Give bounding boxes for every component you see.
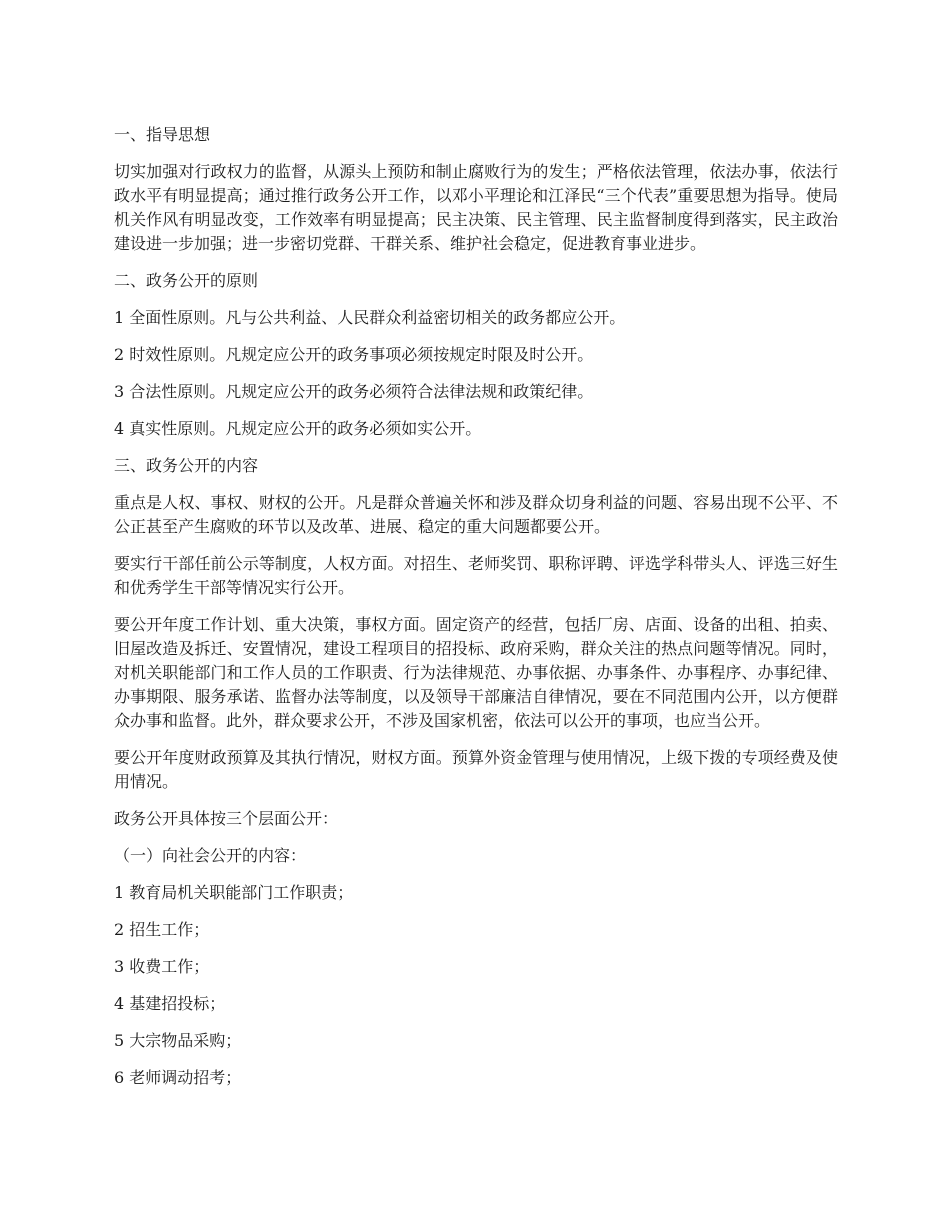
list-item-public-1: 1 教育局机关职能部门工作职责； [114,883,354,902]
list-item-principle-3: 3 合法性原则。凡规定应公开的政务必须符合法律法规和政策纪律。 [114,382,594,401]
list-item-public-5: 5 大宗物品采购； [114,1031,242,1050]
section-heading-content: 三、政务公开的内容 [114,456,259,475]
section-heading-guiding-ideology: 一、指导思想 [114,125,211,144]
list-item-principle-4: 4 真实性原则。凡规定应公开的政务必须如实公开。 [114,419,482,438]
paragraph-content-focus: 重点是人权、事权、财权的公开。凡是群众普遍关怀和涉及群众切身利益的问题、容易出现不公平、不公正甚至产生腐败的环节以及改革、进展、稳定的重大问题都要公开。 [114,493,838,536]
list-item-principle-2: 2 时效性原则。凡规定应公开的政务事项必须按规定时限及时公开。 [114,345,594,364]
paragraph-financial-rights: 要公开年度财政预算及其执行情况，财权方面。预算外资金管理与使用情况，上级下拨的专项经费及使用情况。 [114,748,838,791]
document-page [114,123,838,1103]
list-item-public-6: 6 老师调动招考； [114,1068,242,1087]
paragraph-guiding-ideology: 切实加强对行政权力的监督，从源头上预防和制止腐败行为的发生；严格依法管理，依法办事，依法行政水平有明显提高；通过推行政务公开工作，以邓小平理论和江泽民“三个代表”重要思想为指导。使局机关作风有明显改变，工作效率有明显提高；民主决策、民主管理、民主监督制度得到落实，民主政治建设进一步加强；进一步密切党群、干群关系、维护社会稳定，促进教育事业进步。 [114,162,838,253]
paragraph-personnel-rights: 要实行干部任前公示等制度，人权方面。对招生、老师奖罚、职称评聘、评选学科带头人、评选三好生和优秀学生干部等情况实行公开。 [114,554,838,597]
paragraph-administrative-rights: 要公开年度工作计划、重大决策，事权方面。固定资产的经营，包括厂房、店面、设备的出租、拍卖、旧屋改造及拆迁、安置情况，建设工程项目的招投标、政府采购，群众关注的热点问题等情况。同时，对机关职能部门和工作人员的工作职责、行为法律规范、办事依据、办事条件、办事程序、办事纪律、办事期限、服务承诺、监督办法等制度，以及领导干部廉洁自律情况，要在不同范围内公开，以方便群众办事和监督。此外，群众要求公开，不涉及国家机密，依法可以公开的事项，也应当公开。 [114,615,838,730]
list-item-principle-1: 1 全面性原则。凡与公共利益、人民群众利益密切相关的政务都应公开。 [114,308,626,327]
list-item-public-4: 4 基建招投标； [114,994,226,1013]
paragraph-three-levels: 政务公开具体按三个层面公开： [114,809,339,828]
section-heading-principles: 二、政务公开的原则 [114,271,259,290]
list-item-public-3: 3 收费工作； [114,957,210,976]
list-item-public-2: 2 招生工作； [114,920,210,939]
subheading-public-content: （一）向社会公开的内容： [114,846,307,865]
